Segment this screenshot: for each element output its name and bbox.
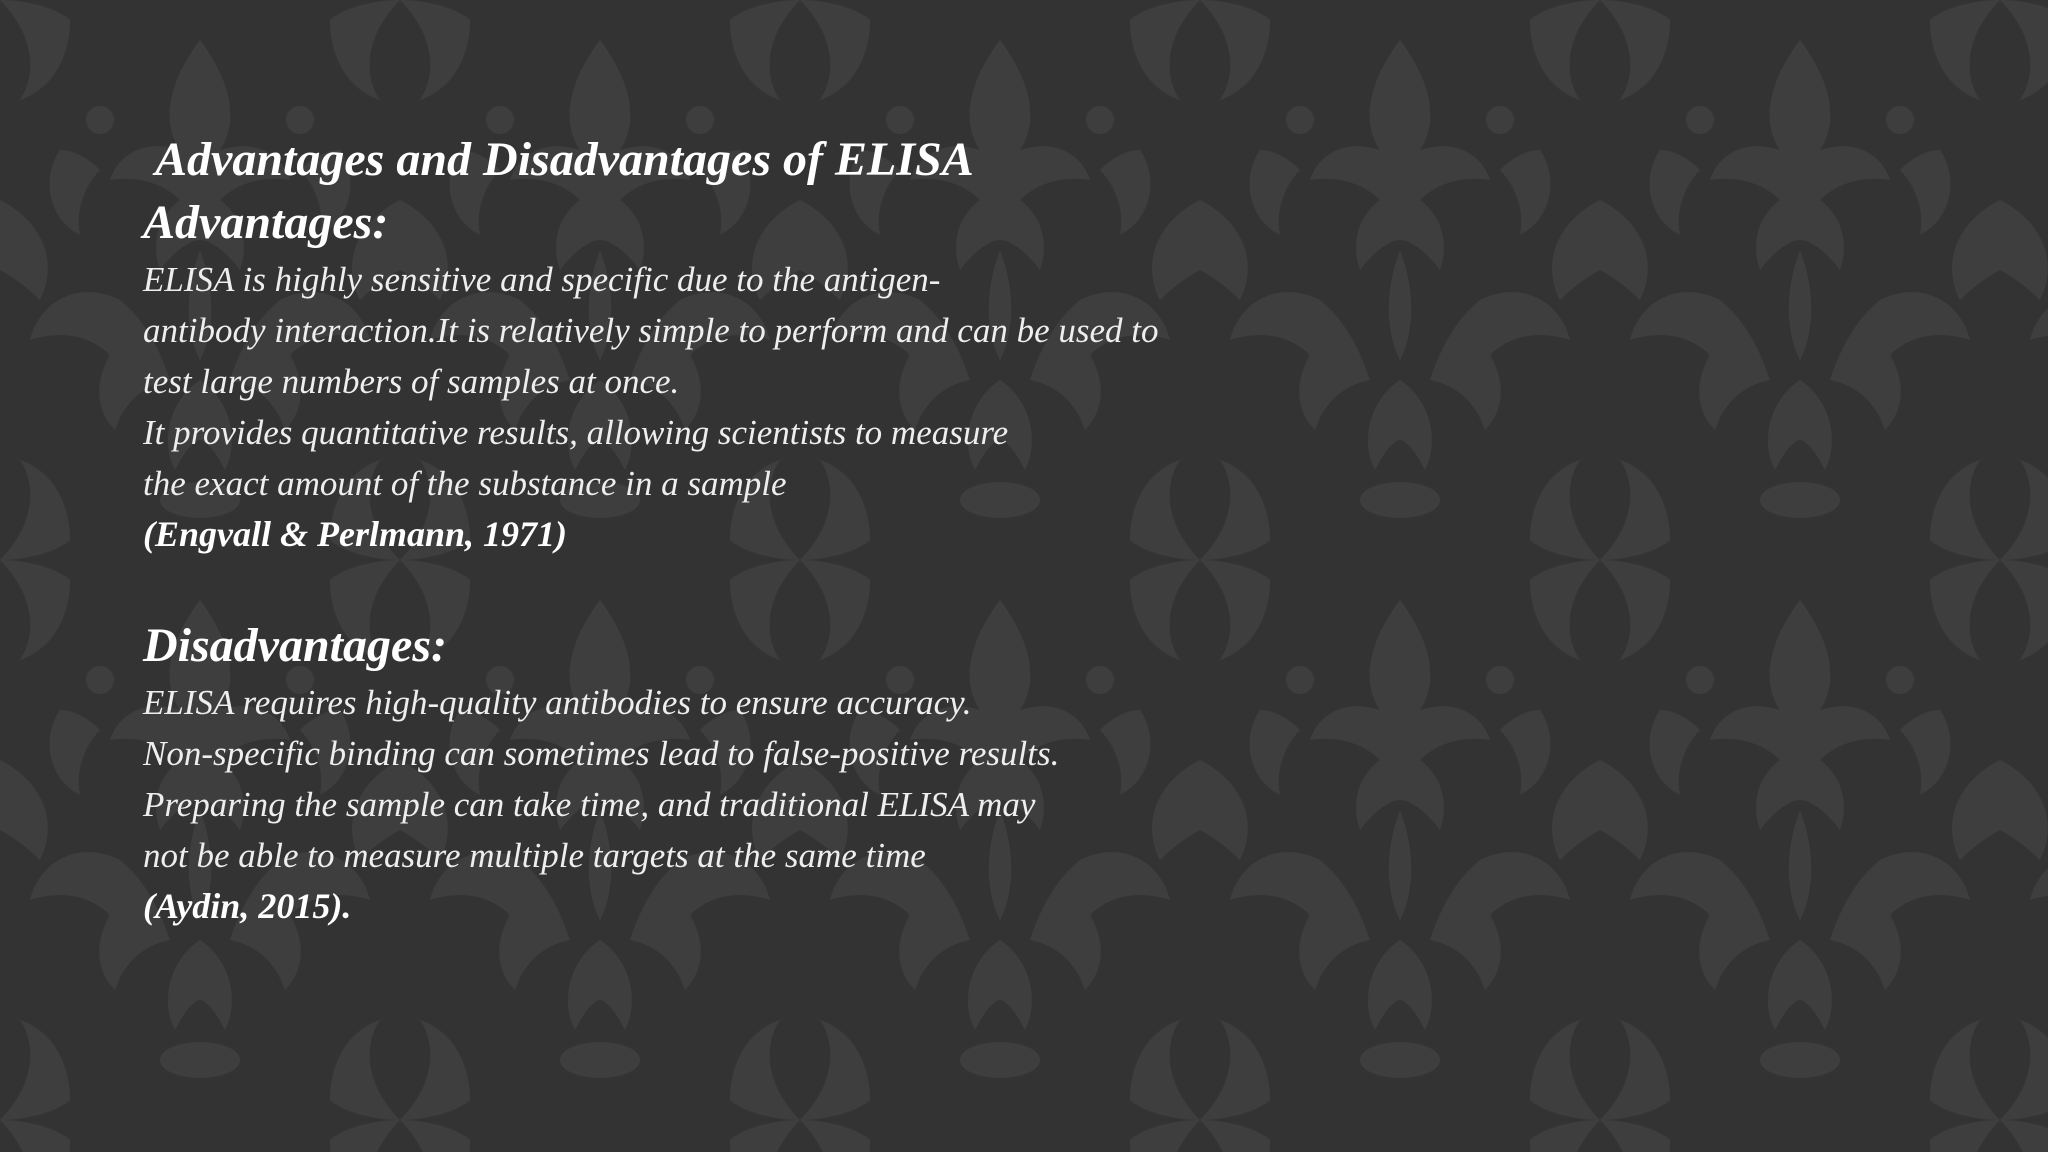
advantages-line: test large numbers of samples at once. [143, 362, 680, 401]
slide-content [143, 128, 1293, 931]
disadvantages-heading: Disadvantages: [143, 619, 447, 672]
section-spacer [143, 559, 1293, 615]
advantages-line: It provides quantitative results, allowing scientists to measure [143, 413, 1009, 452]
advantages-line: ELISA is highly sensitive and specific due to the antigen- [143, 260, 941, 299]
disadvantages-section [143, 615, 1293, 931]
advantages-line: antibody interaction.It is relatively simple to perform and can be used to [143, 311, 1159, 350]
disadvantages-line: Preparing the sample can take time, and traditional ELISA may [143, 785, 1036, 824]
disadvantages-citation: (Aydin, 2015). [143, 886, 352, 926]
advantages-line: the exact amount of the substance in a sample [143, 464, 787, 503]
disadvantages-line: ELISA requires high-quality antibodies to ensure accuracy. [143, 683, 972, 722]
advantages-citation: (Engvall & Perlmann, 1971) [143, 514, 568, 554]
advantages-heading: Advantages: [143, 196, 389, 249]
disadvantages-line: not be able to measure multiple targets at the same time [143, 836, 926, 875]
slide-title: Advantages and Disadvantages of ELISA [155, 133, 974, 186]
disadvantages-line: Non-specific binding can sometimes lead to false-positive results. [143, 734, 1060, 773]
advantages-section [143, 192, 1293, 559]
